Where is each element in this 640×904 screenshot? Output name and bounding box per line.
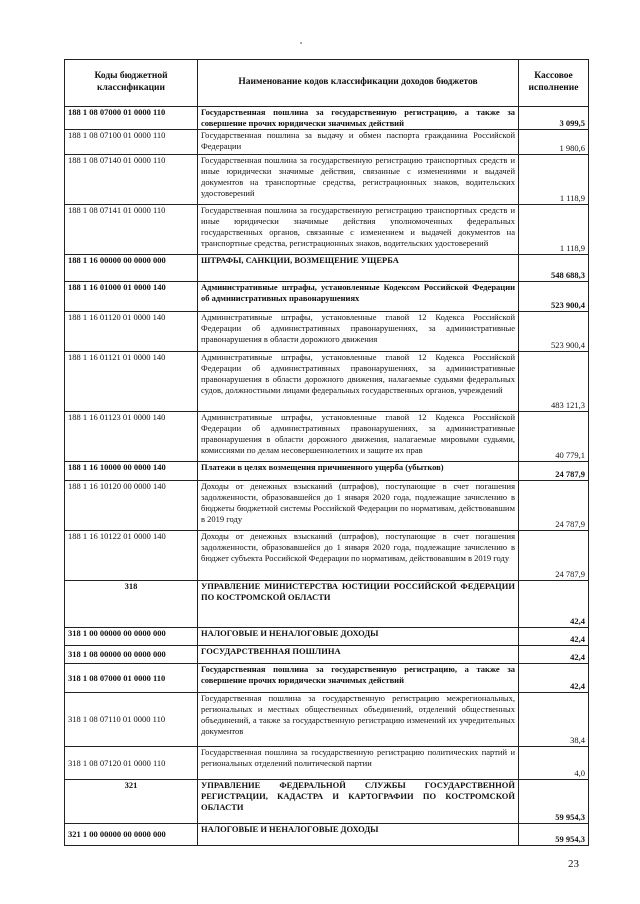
code-cell: 188 1 16 00000 00 0000 000 — [65, 255, 198, 282]
name-cell: Государственная пошлина за выдачу и обмен паспорта гражданина Российской Федерации — [198, 130, 519, 155]
table-row — [65, 155, 589, 205]
code-cell: 188 1 08 07000 01 0000 110 — [65, 107, 198, 130]
header-name: Наименование кодов классификации доходов бюджетов — [198, 60, 519, 107]
amount-cell: 24 787,9 — [519, 462, 589, 481]
name-cell: Государственная пошлина за государственную регистрацию транспортных средств и иные юридически значимые действия уполномоченных федеральных государственных органов, связанные с изменением и выдачей документов на транспортные средства, регистрационных знаков, водительских удостоверений — [198, 205, 519, 255]
table-row — [65, 628, 589, 646]
amount-cell: 40 779,1 — [519, 412, 589, 462]
name-cell: Государственная пошлина за государственную регистрацию, а также за совершение прочих юридически значимых действий — [198, 107, 519, 130]
budget-revenue-table — [64, 59, 589, 846]
code-cell: 188 1 16 10120 00 0000 140 — [65, 481, 198, 531]
amount-cell: 59 954,3 — [519, 780, 589, 824]
name-cell: Государственная пошлина за государственную регистрацию транспортных средств и иные юридически значимые действия, связанные с изменениями и выдачей документов на транспортные средства, регистрационных знаков, водительских удостоверений — [198, 155, 519, 205]
code-cell: 188 1 16 01120 01 0000 140 — [65, 312, 198, 352]
amount-cell: 59 954,3 — [519, 824, 589, 846]
name-cell: УПРАВЛЕНИЕ МИНИСТЕРСТВА ЮСТИЦИИ РОССИЙСКОЙ ФЕДЕРАЦИИ ПО КОСТРОМСКОЙ ОБЛАСТИ — [198, 581, 519, 628]
header-code: Коды бюджетной классификации — [65, 60, 198, 107]
code-cell: 188 1 08 07141 01 0000 110 — [65, 205, 198, 255]
table-row — [65, 107, 589, 130]
amount-cell: 1 118,9 — [519, 205, 589, 255]
name-cell: Административные штрафы, установленные главой 12 Кодекса Российской Федерации об административных правонарушениях, за административные правонарушения в области дорожного движения, налагаемые судьями федеральных судов, должностными лицами федеральных государственных органов, учреждений — [198, 352, 519, 412]
amount-cell: 1 118,9 — [519, 155, 589, 205]
code-cell: 188 1 08 07100 01 0000 110 — [65, 130, 198, 155]
amount-cell: 4,0 — [519, 747, 589, 780]
amount-cell: 38,4 — [519, 693, 589, 747]
code-cell: 318 1 08 07110 01 0000 110 — [65, 693, 198, 747]
amount-cell: 523 900,4 — [519, 282, 589, 312]
table-header-row — [65, 60, 589, 107]
name-cell: Административные штрафы, установленные Кодексом Российской Федерации об административных правонарушениях — [198, 282, 519, 312]
name-cell: Доходы от денежных взысканий (штрафов), поступающие в счет погашения задолженности, образовавшейся до 1 января 2020 года, подлежащие зачислению в бюджеты бюджетной системы Российской Федерации по нормативам, действовавшим в 2019 году — [198, 481, 519, 531]
table-row — [65, 664, 589, 693]
code-cell: 318 1 08 07000 01 0000 110 — [65, 664, 198, 693]
table-row — [65, 255, 589, 282]
code-cell: 318 1 08 00000 00 0000 000 — [65, 646, 198, 664]
amount-cell: 548 688,3 — [519, 255, 589, 282]
table-row — [65, 693, 589, 747]
table-row — [65, 646, 589, 664]
amount-cell: 483 121,3 — [519, 352, 589, 412]
amount-cell: 42,4 — [519, 646, 589, 664]
name-cell: Платежи в целях возмещения причиненного ущерба (убытков) — [198, 462, 519, 481]
name-cell: Государственная пошлина за государственную регистрацию, а также за совершение прочих юридически значимых действий — [198, 664, 519, 693]
amount-cell: 42,4 — [519, 664, 589, 693]
table-row — [65, 352, 589, 412]
name-cell: Административные штрафы, установленные главой 12 Кодекса Российской Федерации об административных правонарушениях, за административные правонарушения в области дорожного движения — [198, 312, 519, 352]
table-row — [65, 481, 589, 531]
table-row — [65, 282, 589, 312]
name-cell: Доходы от денежных взысканий (штрафов), поступающие в счет погашения задолженности, образовавшейся до 1 января 2020 года, подлежащие зачислению в бюджет субъекта Российской Федерации по нормативам, действовавшим в 2019 году — [198, 531, 519, 581]
name-cell: ГОСУДАРСТВЕННАЯ ПОШЛИНА — [198, 646, 519, 664]
name-cell: УПРАВЛЕНИЕ ФЕДЕРАЛЬНОЙ СЛУЖБЫ ГОСУДАРСТВЕННОЙ РЕГИСТРАЦИИ, КАДАСТРА И КАРТОГРАФИИ ПО КОСТРОМСКОЙ ОБЛАСТИ — [198, 780, 519, 824]
table-row — [65, 312, 589, 352]
table-row — [65, 462, 589, 481]
code-cell: 318 — [65, 581, 198, 628]
name-cell: Административные штрафы, установленные главой 12 Кодекса Российской Федерации об административных правонарушениях, за административные правонарушения в области дорожного движения, налагаемые мировыми судьями, комиссиями по делам несовершеннолетних и защите их прав — [198, 412, 519, 462]
page-number: 23 — [568, 858, 579, 870]
table-row — [65, 824, 589, 846]
table-row — [65, 747, 589, 780]
scan-speck — [300, 42, 302, 44]
amount-cell: 1 980,6 — [519, 130, 589, 155]
amount-cell: 42,4 — [519, 581, 589, 628]
code-cell: 188 1 16 10122 01 0000 140 — [65, 531, 198, 581]
amount-cell: 24 787,9 — [519, 481, 589, 531]
amount-cell: 42,4 — [519, 628, 589, 646]
name-cell: ШТРАФЫ, САНКЦИИ, ВОЗМЕЩЕНИЕ УЩЕРБА — [198, 255, 519, 282]
name-cell: НАЛОГОВЫЕ И НЕНАЛОГОВЫЕ ДОХОДЫ — [198, 824, 519, 846]
table-row — [65, 205, 589, 255]
code-cell: 188 1 16 01000 01 0000 140 — [65, 282, 198, 312]
code-cell: 188 1 16 01123 01 0000 140 — [65, 412, 198, 462]
table-row — [65, 780, 589, 824]
amount-cell: 24 787,9 — [519, 531, 589, 581]
code-cell: 318 1 00 00000 00 0000 000 — [65, 628, 198, 646]
code-cell: 188 1 16 10000 00 0000 140 — [65, 462, 198, 481]
name-cell: Государственная пошлина за государственную регистрацию межрегиональных, региональных и местных общественных объединений, отделений общественных объединений, а также за государственную регистрацию изменений их учредительных документов — [198, 693, 519, 747]
code-cell: 318 1 08 07120 01 0000 110 — [65, 747, 198, 780]
table-row — [65, 581, 589, 628]
name-cell: НАЛОГОВЫЕ И НЕНАЛОГОВЫЕ ДОХОДЫ — [198, 628, 519, 646]
code-cell: 188 1 16 01121 01 0000 140 — [65, 352, 198, 412]
code-cell: 321 — [65, 780, 198, 824]
table-row — [65, 412, 589, 462]
header-amount: Кассовое исполнение — [519, 60, 589, 107]
amount-cell: 523 900,4 — [519, 312, 589, 352]
table-row — [65, 531, 589, 581]
table-row — [65, 130, 589, 155]
code-cell: 321 1 00 00000 00 0000 000 — [65, 824, 198, 846]
amount-cell: 3 099,5 — [519, 107, 589, 130]
name-cell: Государственная пошлина за государственную регистрацию политических партий и региональных отделений политической партии — [198, 747, 519, 780]
code-cell: 188 1 08 07140 01 0000 110 — [65, 155, 198, 205]
